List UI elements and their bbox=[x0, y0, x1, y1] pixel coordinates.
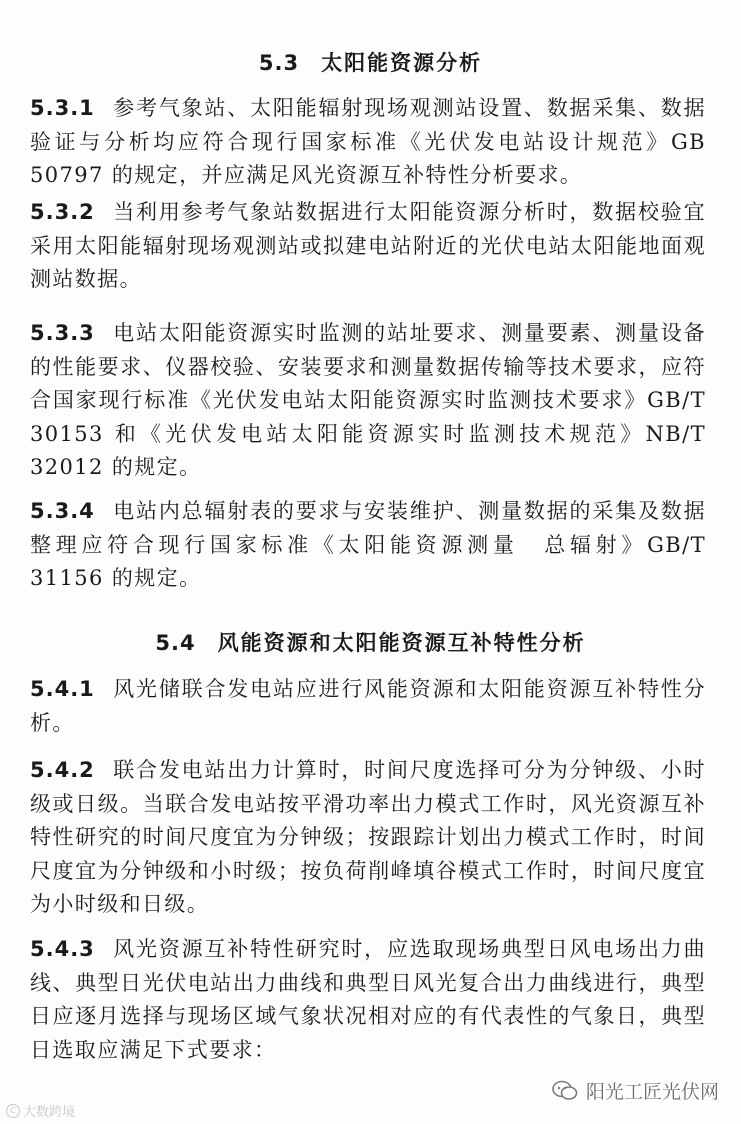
section-heading-5-3 bbox=[0, 47, 741, 77]
clause-5-3-3 bbox=[30, 317, 706, 485]
clause-text: 电站内总辐射表的要求与安装维护、测量数据的采集及数据整理应符合现行国家标准《太阳能资源测量 总辐射》GB/T 31156 的规定。 bbox=[30, 499, 706, 590]
corner-watermark-text: 大数跨境 bbox=[23, 1105, 76, 1120]
clause-number: 5.3.2 bbox=[30, 200, 95, 224]
clause-text: 联合发电站出力计算时，时间尺度选择可分为分钟级、小时级或日级。当联合发电站按平滑功率出力模式工作时，风光资源互补特性研究的时间尺度宜为分钟级；按跟踪计划出力模式工作时，时间尺度宜为分钟级和小时级；按负荷削峰填谷模式工作时，时间尺度宜为小时级和日级。 bbox=[30, 758, 706, 916]
clause-5-4-3 bbox=[30, 933, 706, 1067]
clause-5-3-4 bbox=[30, 495, 706, 596]
clause-text: 风光储联合发电站应进行风能资源和太阳能资源互补特性分析。 bbox=[30, 677, 706, 735]
clause-number: 5.3.4 bbox=[30, 499, 95, 523]
wechat-icon bbox=[552, 1080, 578, 1102]
clause-text: 参考气象站、太阳能辐射现场观测站设置、数据采集、数据验证与分析均应符合现行国家标准《光伏发电站设计规范》GB 50797 的规定，并应满足风光资源互补特性分析要求。 bbox=[30, 96, 706, 187]
clause-text: 风光资源互补特性研究时，应选取现场典型日风电场出力曲线、典型日光伏电站出力曲线和典型日风光复合出力曲线进行，典型日应逐月选择与现场区域气象状况相对应的有代表性的气象日，典型日选取应满足下式要求： bbox=[30, 937, 706, 1062]
clause-number: 5.3.3 bbox=[30, 321, 95, 345]
watermark-text: 阳光工匠光伏网 bbox=[585, 1081, 719, 1103]
section-title: 太阳能资源分析 bbox=[321, 51, 483, 75]
section-heading-5-4 bbox=[0, 627, 741, 657]
clause-number: 5.4.3 bbox=[30, 937, 95, 961]
clause-5-3-1 bbox=[30, 92, 706, 193]
watermark bbox=[552, 1077, 719, 1104]
section-number: 5.3 bbox=[258, 51, 300, 75]
clause-5-4-1 bbox=[30, 673, 706, 740]
clause-5-4-2 bbox=[30, 754, 706, 922]
clause-5-3-2 bbox=[30, 196, 706, 297]
clause-text: 当利用参考气象站数据进行太阳能资源分析时，数据校验宜采用太阳能辐射现场观测站或拟建电站附近的光伏电站太阳能地面观测站数据。 bbox=[30, 200, 706, 291]
clause-number: 5.4.2 bbox=[30, 758, 95, 782]
section-title: 风能资源和太阳能资源互补特性分析 bbox=[217, 631, 586, 655]
copyright-icon: C bbox=[6, 1104, 20, 1118]
clause-number: 5.4.1 bbox=[30, 677, 95, 701]
section-number: 5.4 bbox=[155, 631, 196, 655]
corner-watermark bbox=[6, 1101, 75, 1120]
clause-number: 5.3.1 bbox=[30, 96, 95, 120]
clause-text: 电站太阳能资源实时监测的站址要求、测量要素、测量设备的性能要求、仪器校验、安装要求和测量数据传输等技术要求，应符合国家现行标准《光伏发电站太阳能资源实时监测技术要求》GB/T 30153 和《光伏发电站太阳能资源实时监测技术规范》NB/T 32012 的规定。 bbox=[30, 321, 706, 479]
